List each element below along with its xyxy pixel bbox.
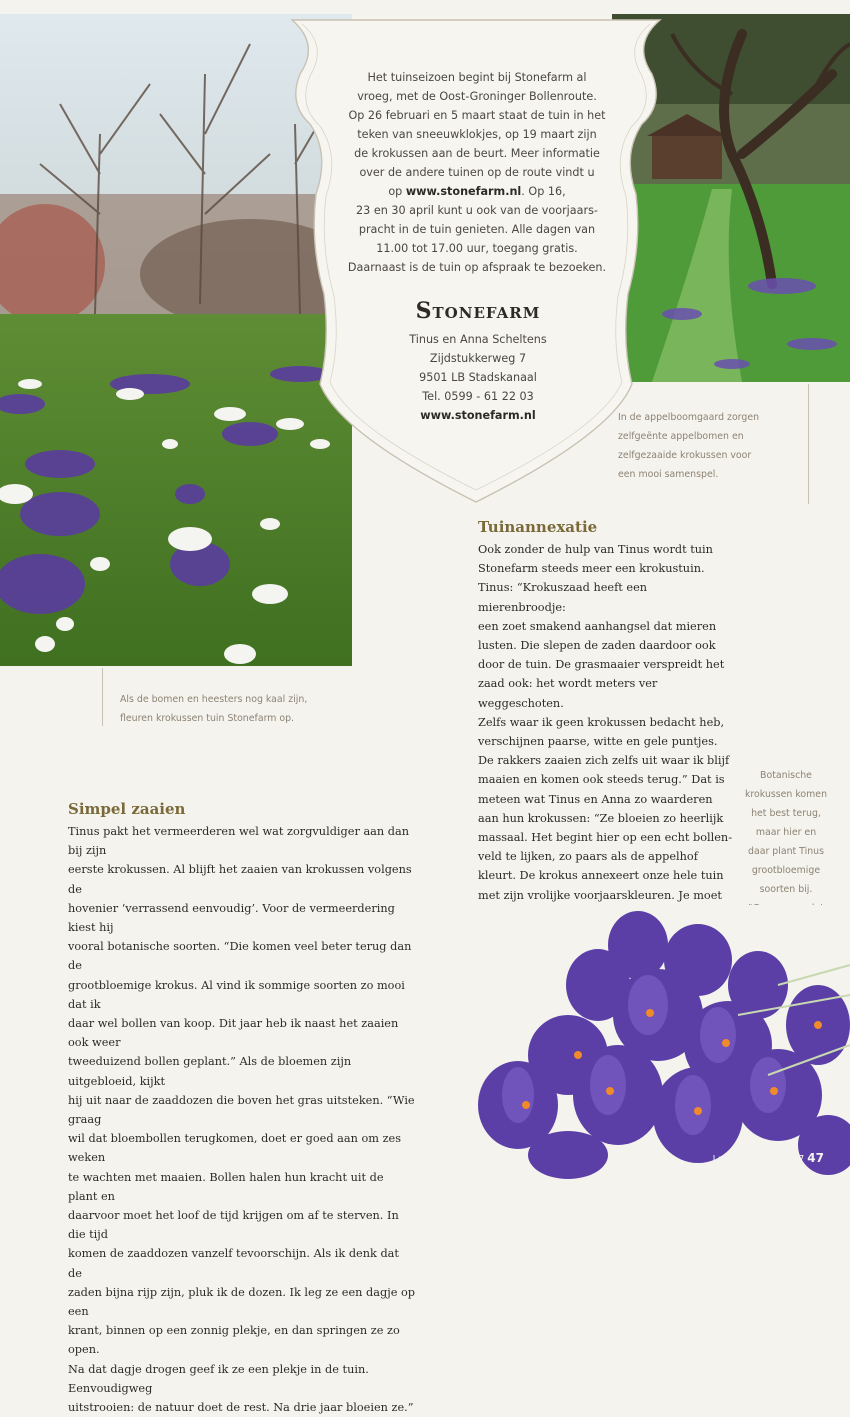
- section-heading-simpel-zaaien: Simpel zaaien: [68, 800, 186, 818]
- body-line: Tinus pakt het vermeerderen wel wat zorgvuldiger aan dan bij zijn: [68, 825, 410, 858]
- body-line: te wachten met maaien. Bollen halen hun kracht uit de plant en: [68, 1170, 384, 1203]
- body-line: De rakkers zaaien zich zelfs uit waar ik blijf: [478, 754, 730, 768]
- body-line: zaden bijna rijp zijn, pluk ik de dozen. Ik leg ze een dagje op een: [68, 1285, 416, 1319]
- body-line: verschijnen paarse, witte en gele puntjes.: [478, 735, 718, 749]
- caption-orchard: [618, 408, 808, 484]
- caption-line: krokussen komen: [744, 789, 828, 800]
- page-footer: [713, 1151, 824, 1165]
- info-line: 23 en 30 april kunt u ook van de voorjaars-: [356, 204, 598, 217]
- caption-line: fleuren krokussen tuin Stonefarm op.: [120, 713, 295, 724]
- body-line: meteen wat Tinus en Anna zo waarderen: [478, 792, 713, 806]
- body-line: eerste krokussen. Al blijft het zaaien van krokussen volgens de: [68, 863, 412, 896]
- info-line: teken van sneeuwklokjes, op 19 maart zijn: [357, 128, 597, 141]
- body-line: vooral botanische soorten. “Die komen veel beter terug dan de: [68, 940, 412, 973]
- contact-street: Zijdstukkerweg 7: [429, 352, 527, 365]
- body-line: daarvoor moet het loof de tijd krijgen om af te sterven. In die tijd: [68, 1209, 399, 1242]
- body-line: Stonefarm steeds meer een krokustuin.: [478, 562, 705, 576]
- caption-line: het best terug,: [751, 808, 821, 819]
- body-line: hij uit naar de zaaddozen die boven het gras uitsteken. “Wie graag: [68, 1093, 415, 1127]
- info-panel: [280, 14, 672, 504]
- info-website-link[interactable]: www.stonefarm.nl: [405, 185, 522, 198]
- caption-line: maar hier en: [755, 827, 817, 838]
- section-body-tuinannexatie: [478, 540, 736, 924]
- body-line: Na dat dagje drogen geef ik ze een plekje in de tuin. Eenvoudigweg: [68, 1362, 369, 1395]
- info-line: Op 26 februari en 5 maart staat de tuin in het: [348, 109, 606, 122]
- body-line: massaal. Het begint hier op een echt bollen-: [478, 831, 733, 845]
- brand-logo: Stonefarm: [415, 298, 541, 324]
- info-line: [346, 182, 608, 201]
- body-line: lusten. Die slepen de zaden daardoor ook: [478, 639, 716, 653]
- page-number: 47: [807, 1151, 824, 1165]
- body-line: een zoet smakend aanhangsel dat mieren: [478, 619, 717, 633]
- contact-city: 9501 LB Stadskanaal: [419, 371, 537, 384]
- caption-line: daar plant Tinus: [748, 846, 824, 857]
- caption-meadow: [120, 690, 340, 728]
- caption-line: een mooi samenspel.: [618, 469, 719, 480]
- body-line: Ook zonder de hulp van Tinus wordt tuin: [478, 543, 713, 556]
- info-line: pracht in de tuin genieten. Alle dagen van: [358, 223, 596, 236]
- info-line: Het tuinseizoen begint bij Stonefarm al: [367, 71, 587, 84]
- caption-line: zelfgezaaide krokussen voor: [618, 450, 752, 461]
- caption-line: soorten bij.: [759, 884, 813, 895]
- body-line: aan hun krokussen: “Ze bloeien zo heerlijk: [478, 811, 724, 825]
- caption-line: Als de bomen en heesters nog kaal zijn,: [120, 694, 308, 705]
- body-line: kleurt. De krokus annexeert onze hele tuin: [478, 869, 724, 883]
- info-line: Daarnaast is de tuin op afspraak te bezoeken.: [347, 261, 607, 274]
- info-line: vroeg, met de Oost-Groninger Bollenroute.: [357, 90, 597, 103]
- body-line: veld te lijken, zo paars als de appelhof: [478, 850, 698, 864]
- footer-issue: Landleven 2 | 2017: [712, 1154, 805, 1165]
- body-line: maaien en komen ook steeds terug.” Dat is: [478, 773, 725, 787]
- body-line: krant, binnen op een zonnig plekje, en dan springen ze zo open.: [68, 1324, 400, 1357]
- body-line: wil dat bloembollen terugkomen, doet er goed aan om zes weken: [68, 1132, 402, 1165]
- contact-block: [340, 330, 616, 425]
- contact-website-link[interactable]: www.stonefarm.nl: [420, 409, 536, 422]
- info-line: 11.00 tot 17.00 uur, toegang gratis.: [376, 242, 578, 255]
- body-line: daar wel bollen van koop. Dit jaar heb ik naast het zaaien ook weer: [68, 1017, 399, 1050]
- caption-rule: [102, 668, 103, 726]
- body-line: Tinus: “Krokuszaad heeft een mierenbroodje:: [478, 581, 648, 614]
- caption-line: grootbloemige: [751, 865, 821, 876]
- info-line: over de andere tuinen op de route vindt u: [359, 166, 595, 179]
- body-line: zaad ook: het wordt meters ver weggeschoten.: [478, 677, 658, 710]
- body-line: Zelfs waar ik geen krokussen bedacht heb,: [478, 715, 725, 729]
- info-line: de krokussen aan de beurt. Meer informatie: [354, 147, 600, 160]
- photo-crocus-closeup: [478, 905, 850, 1169]
- info-text-fragment: op: [388, 185, 403, 198]
- caption-line: In de appelboomgaard zorgen: [618, 412, 760, 423]
- section-body-simpel-zaaien: [68, 822, 416, 1417]
- body-line: hovenier ‘verrassend eenvoudig’. Voor de vermeerdering kiest hij: [68, 901, 395, 935]
- body-line: komen de zaaddozen vanzelf tevoorschijn. Als ik denk dat de: [68, 1247, 399, 1280]
- info-text: [346, 68, 608, 277]
- body-line: uitstrooien: de natuur doet de rest. Na drie jaar bloeien ze.”: [68, 1401, 414, 1415]
- contact-phone: Tel. 0599 - 61 22 03: [422, 390, 534, 403]
- caption-line: zelfgeënte appelbomen en: [618, 431, 744, 442]
- caption-rule: [808, 384, 809, 504]
- contact-names: Tinus en Anna Scheltens: [409, 333, 547, 346]
- body-line: grootbloemige krokus. Al vind ik sommige soorten zo mooi dat ik: [68, 978, 405, 1011]
- body-line: tweeduizend bollen geplant.” Als de bloemen zijn uitgebloeid, kijkt: [68, 1055, 352, 1088]
- body-line: met zijn vrolijke voorjaarskleuren. Je moet: [478, 888, 722, 902]
- section-heading-tuinannexatie: Tuinannexatie: [478, 518, 598, 536]
- info-text-fragment: . Op 16,: [521, 185, 566, 198]
- caption-line: Botanische: [760, 770, 812, 781]
- body-line: door de tuin. De grasmaaier verspreidt het: [478, 658, 725, 672]
